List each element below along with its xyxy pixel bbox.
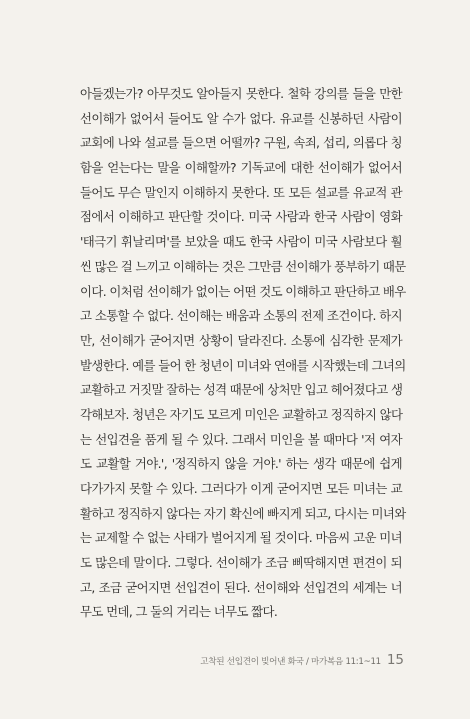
text-line: 도 교활할 거야.', '정직하지 않을 거야.' 하는 생각 때문에 쉽게 [80, 456, 402, 472]
text-line: 각해보자. 청년은 자기도 모르게 미인은 교활하고 정직하지 않다 [80, 406, 403, 422]
text-line: 이다. 이처럼 선이해가 없이는 어떤 것도 이해하고 판단하고 배우 [80, 283, 406, 299]
running-head: 고착된 선입견이 빚어낸 화국 / 마가복음 11:1~11 [200, 657, 381, 667]
text-line: 씬 많은 걸 느끼고 이해하는 것은 그만큼 선이해가 풍부하기 때문 [80, 258, 406, 274]
text-line: 고 소통할 수 없다. 선이해는 배움과 소통의 전제 조건이다. 하지 [80, 308, 402, 324]
text-line: 함을 얻는다는 말을 이해할까? 기독교에 대한 선이해가 없어서 [80, 160, 402, 176]
body-text [80, 82, 406, 625]
text-line: 발생한다. 예를 들어 한 청년이 미녀와 연애를 시작했는데 그녀의 [80, 357, 406, 373]
text-line: 만, 선이해가 굳어지면 상황이 달라진다. 소통에 심각한 문제가 [80, 332, 402, 348]
text-line: 활하고 정직하지 않다는 자기 확신에 빠지게 되고, 다시는 미녀와 [80, 505, 406, 521]
text-line: 는 교제할 수 없는 사태가 벌어지게 될 것이다. 마음씨 고운 미녀 [80, 530, 402, 546]
text-line: 고, 조금 굳어지면 선입견이 된다. 선이해와 선입견의 세계는 너 [80, 579, 402, 595]
text-line: 는 선입견을 품게 될 수 있다. 그래서 미인을 볼 때마다 '저 여자 [80, 431, 402, 447]
text-line: 점에서 이해하고 판단할 것이다. 미국 사람과 한국 사람이 영화 [80, 209, 402, 225]
page-footer [200, 652, 404, 668]
text-line: 들어도 무슨 말인지 이해하지 못한다. 또 모든 설교를 유교적 관 [80, 184, 402, 200]
text-line: 다가가지 못할 수 있다. 그러다가 이게 굳어지면 모든 미녀는 교 [80, 481, 402, 496]
text-line: 아들겠는가? 아무것도 알아들지 못한다. 철학 강의를 들을 만한 [80, 86, 402, 101]
text-line: 교회에 나와 설교를 들으면 어떨까? 구원, 속죄, 섭리, 의롭다 칭 [80, 135, 402, 151]
text-line: 교활하고 거짓말 잘하는 성격 때문에 상처만 입고 헤어졌다고 생 [80, 382, 403, 398]
text-line: 도 많은데 말이다. 그렇다. 선이해가 조금 삐딱해지면 편견이 되 [80, 555, 402, 571]
text-line: '태극기 휘날리며'를 보았을 때도 한국 사람이 미국 사람보다 훨 [80, 234, 402, 250]
page-number: 15 [386, 652, 404, 668]
text-line: 선이해가 없어서 들어도 알 수가 없다. 유교를 신봉하던 사람이 [80, 110, 402, 126]
text-line: 무도 먼데, 그 둘의 거리는 너무도 짧다. [80, 604, 278, 620]
